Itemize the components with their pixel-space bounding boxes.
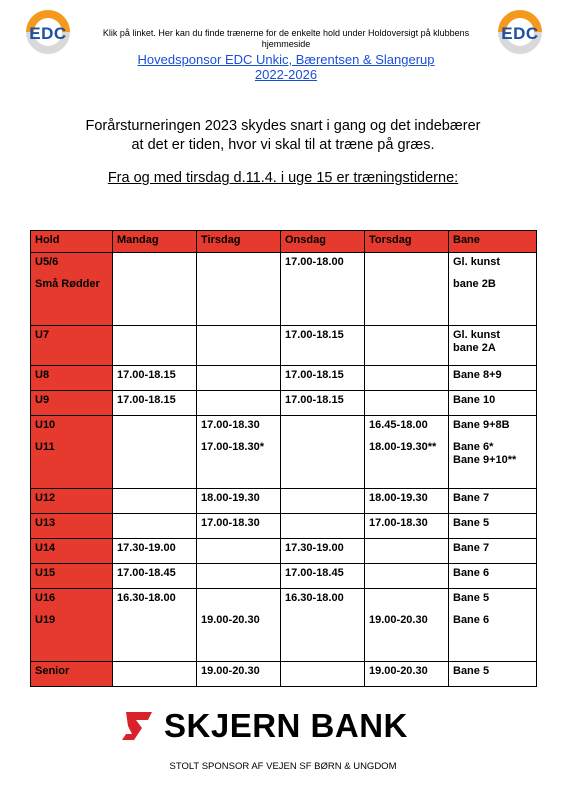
cell-value (201, 592, 276, 605)
header-torsdag: Torsdag (365, 231, 449, 253)
cell-value: 16.30-18.00 (285, 592, 344, 604)
cell-onsdag (281, 416, 365, 489)
cell-value: 17.00-18.30 (201, 419, 260, 431)
cell-mandag (113, 326, 197, 366)
cell-value: Bane 9+10** (453, 454, 517, 466)
table-row (31, 564, 537, 589)
cell-bane (449, 326, 537, 366)
schedule-body (31, 253, 537, 687)
bank-name: SKJERN BANK (164, 707, 408, 744)
cell-tirsdag (197, 589, 281, 662)
cell-value: 18.00-19.30** (369, 441, 437, 453)
cell-value: 19.00-20.30 (369, 614, 428, 626)
cell-onsdag (281, 539, 365, 564)
cell-value: 17.00-18.15 (117, 394, 176, 406)
cell-value: 17.00-18.30 (201, 517, 260, 529)
cell-value: U9 (35, 394, 50, 406)
cell-value: Senior (35, 665, 70, 677)
header-tirsdag: Tirsdag (197, 231, 281, 253)
cell-value: Små Rødder (35, 278, 100, 290)
cell-torsdag (365, 416, 449, 489)
cell-torsdag (365, 391, 449, 416)
table-row (31, 253, 537, 326)
cell-hold (31, 326, 113, 366)
cell-tirsdag (197, 366, 281, 391)
cell-bane (449, 391, 537, 416)
cell-hold (31, 589, 113, 662)
edc-logo-text: EDC (501, 24, 539, 43)
cell-value: 19.00-20.30 (201, 665, 260, 677)
cell-tirsdag (197, 489, 281, 514)
cell-tirsdag (197, 391, 281, 416)
cell-value: U5/6 (35, 256, 59, 268)
cell-value: bane 2B (453, 278, 496, 290)
sponsor-years[interactable]: 2022-2026 (254, 67, 318, 82)
cell-hold (31, 662, 113, 687)
cell-onsdag (281, 366, 365, 391)
cell-bane (449, 539, 537, 564)
cell-value: U7 (35, 329, 50, 341)
header-bane: Bane (449, 231, 537, 253)
cell-tirsdag (197, 539, 281, 564)
cell-mandag (113, 253, 197, 326)
cell-onsdag (281, 326, 365, 366)
cell-onsdag (281, 514, 365, 539)
table-row (31, 489, 537, 514)
cell-mandag (113, 416, 197, 489)
sponsor-link[interactable] (90, 52, 482, 82)
cell-value (369, 592, 444, 605)
cell-value: 18.00-19.30 (369, 492, 428, 504)
cell-value: 17.00-18.45 (117, 567, 176, 579)
footer-text: STOLT SPONSOR AF VEJEN SF BØRN & UNGDOM (169, 761, 397, 772)
cell-value: Bane 8+9 (453, 369, 502, 381)
edc-logo-left (22, 10, 74, 54)
cell-mandag (113, 539, 197, 564)
cell-tirsdag (197, 514, 281, 539)
cell-value: Bane 6 (453, 614, 490, 626)
cell-hold (31, 514, 113, 539)
cell-onsdag (281, 564, 365, 589)
cell-onsdag (281, 589, 365, 662)
cell-onsdag (281, 253, 365, 326)
skjern-bank-logo (120, 706, 450, 746)
cell-bane (449, 366, 537, 391)
cell-tirsdag (197, 564, 281, 589)
edc-logo-text: EDC (29, 24, 67, 43)
sponsor-line[interactable]: Hovedsponsor EDC Unkic, Bærentsen & Slangerup (137, 52, 435, 67)
cell-value: U12 (35, 492, 56, 504)
cell-hold (31, 416, 113, 489)
cell-bane (449, 514, 537, 539)
cell-bane (449, 564, 537, 589)
cell-torsdag (365, 589, 449, 662)
cell-mandag (113, 564, 197, 589)
cell-value: Bane 6 (453, 567, 490, 579)
cell-value: 17.00-18.00 (285, 256, 344, 268)
cell-value: bane 2A (453, 342, 496, 354)
table-row (31, 391, 537, 416)
cell-tirsdag (197, 326, 281, 366)
cell-value: Bane 5 (453, 665, 490, 677)
intro-line-2: at det er tiden, hvor vi skal til at træne på græs. (131, 137, 435, 153)
cell-value: 17.00-18.15 (285, 329, 344, 341)
cell-value: Bane 5 (453, 517, 490, 529)
cell-value: 18.00-19.30 (201, 492, 260, 504)
cell-torsdag (365, 564, 449, 589)
cell-value: Bane 10 (453, 394, 496, 406)
skjern-bank-s-icon (120, 708, 156, 744)
cell-tirsdag (197, 416, 281, 489)
header-mandag: Mandag (113, 231, 197, 253)
cell-value: U16 (35, 592, 56, 604)
cell-onsdag (281, 489, 365, 514)
cell-bane (449, 589, 537, 662)
cell-value: Gl. kunst (453, 329, 501, 341)
cell-bane (449, 489, 537, 514)
cell-torsdag (365, 326, 449, 366)
cell-mandag (113, 589, 197, 662)
cell-torsdag (365, 366, 449, 391)
cell-value: Bane 9+8B (453, 419, 510, 431)
table-row (31, 662, 537, 687)
cell-bane (449, 416, 537, 489)
cell-value: 16.30-18.00 (117, 592, 176, 604)
edc-logo-right (494, 10, 546, 54)
table-row (31, 514, 537, 539)
cell-value: 17.30-19.00 (285, 542, 344, 554)
cell-mandag (113, 489, 197, 514)
cell-value: 19.00-20.30 (369, 665, 428, 677)
cell-value: 17.00-18.30* (201, 441, 264, 453)
cell-value: U13 (35, 517, 56, 529)
cell-torsdag (365, 489, 449, 514)
cell-value: 16.45-18.00 (369, 419, 428, 431)
table-header-row (31, 231, 537, 253)
cell-onsdag (281, 391, 365, 416)
table-row (31, 416, 537, 489)
table-row (31, 539, 537, 564)
cell-value: U15 (35, 567, 56, 579)
cell-mandag (113, 366, 197, 391)
cell-value: 17.00-18.45 (285, 567, 344, 579)
cell-value: U10 (35, 419, 56, 431)
cell-hold (31, 539, 113, 564)
cell-mandag (113, 514, 197, 539)
cell-value: Gl. kunst (453, 256, 501, 268)
table-row (31, 366, 537, 391)
cell-value: Bane 6* (453, 441, 494, 453)
cell-hold (31, 253, 113, 326)
header-hold: Hold (31, 231, 113, 253)
cell-torsdag (365, 539, 449, 564)
cell-torsdag (365, 253, 449, 326)
table-row (31, 589, 537, 662)
cell-value: 17.00-18.15 (285, 394, 344, 406)
cell-value: 17.00-18.15 (117, 369, 176, 381)
training-schedule-table (30, 230, 537, 687)
cell-hold (31, 564, 113, 589)
cell-value: 17.00-18.15 (285, 369, 344, 381)
cell-value: Bane 7 (453, 542, 490, 554)
cell-torsdag (365, 514, 449, 539)
cell-mandag (113, 662, 197, 687)
intro-text (40, 117, 526, 155)
link-note: Klik på linket. Her kan du finde trænerne for de enkelte hold under Holdoversigt på klubbens hjemmeside (102, 28, 470, 49)
cell-value: Bane 7 (453, 492, 490, 504)
cell-value: 17.00-18.30 (369, 517, 428, 529)
cell-value: U8 (35, 369, 50, 381)
cell-bane (449, 662, 537, 687)
cell-value: U14 (35, 542, 56, 554)
cell-value: U11 (35, 441, 55, 453)
cell-value: U19 (35, 614, 56, 626)
cell-tirsdag (197, 253, 281, 326)
cell-torsdag (365, 662, 449, 687)
cell-value: 17.30-19.00 (117, 542, 176, 554)
cell-hold (31, 366, 113, 391)
cell-hold (31, 391, 113, 416)
table-row (31, 326, 537, 366)
cell-hold (31, 489, 113, 514)
cell-onsdag (281, 662, 365, 687)
schedule-start-heading: Fra og med tirsdag d.11.4. i uge 15 er træningstiderne: (107, 170, 459, 186)
cell-mandag (113, 391, 197, 416)
cell-value: Bane 5 (453, 592, 490, 604)
cell-tirsdag (197, 662, 281, 687)
header-onsdag: Onsdag (281, 231, 365, 253)
intro-line-1: Forårsturneringen 2023 skydes snart i gang og det indebærer (85, 118, 481, 134)
cell-value: 19.00-20.30 (201, 614, 260, 626)
cell-bane (449, 253, 537, 326)
